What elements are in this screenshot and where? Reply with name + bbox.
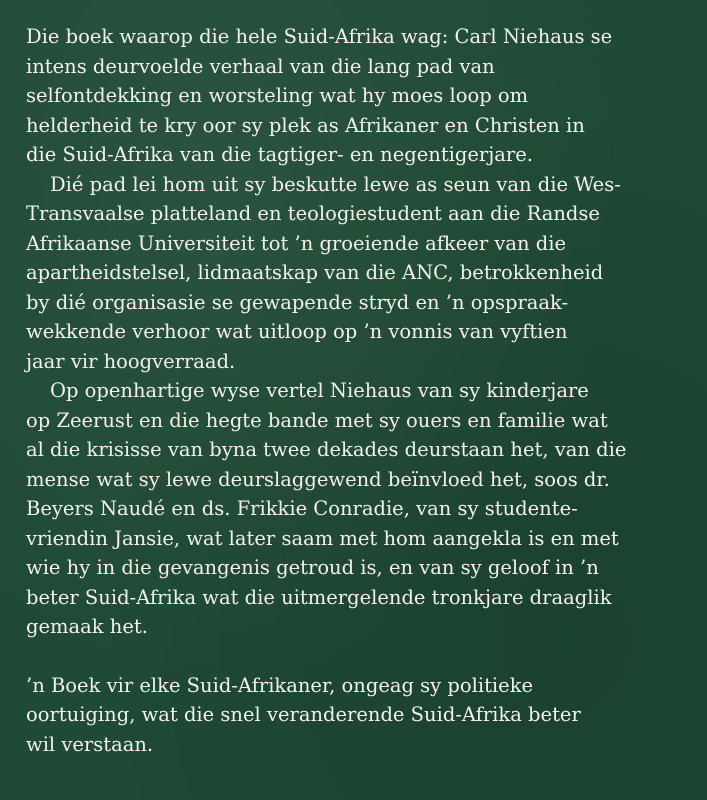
text-line: Afrikaanse Universiteit tot ’n groeiende afkeer van die (26, 231, 567, 255)
closing-paragraph (26, 671, 683, 760)
text-line: selfontdekking en worsteling wat hy moes loop om (26, 84, 529, 107)
text-line: Die boek waarop die hele Suid-Afrika wag: Carl Niehaus se (26, 25, 613, 48)
text-line: jaar vir hoogverraad. (26, 349, 236, 373)
blurb-paragraph-1 (26, 22, 683, 170)
text-line: gemaak het. (26, 615, 148, 638)
text-line: op Zeerust en die hegte bande met sy ouers en familie wat (26, 408, 608, 432)
text-line: apartheidstelsel, lidmaatskap van die ANC, betrokkenheid (26, 261, 604, 284)
text-line: beter Suid-Afrika wat die uitmergelende tronkjare draaglik (26, 585, 612, 609)
text-line: ’n Boek vir elke Suid-Afrikaner, ongeag sy politieke (26, 673, 534, 697)
text-line: Beyers Naudé en ds. Frikkie Conradie, van sy studente- (26, 497, 578, 520)
blurb-paragraph-2 (26, 170, 683, 377)
text-line: al die krisisse van byna twee dekades deurstaan het, van die (26, 438, 627, 461)
text-line: Dié pad lei hom uit sy beskutte lewe as seun van die Wes- (50, 172, 621, 196)
text-line: mense wat sy lewe deurslaggewend beïnvloed het, soos dr. (26, 467, 610, 491)
text-line: vriendin Jansie, wat later saam met hom aangekla is en met (26, 526, 619, 550)
text-line: wie hy in die gevangenis getroud is, en van sy geloof in ’n (26, 556, 599, 579)
blurb-paragraph-3 (26, 376, 683, 642)
text-line: intens deurvoelde verhaal van die lang pad van (26, 54, 495, 78)
text-line: die Suid-Afrika van die tagtiger- en negentigerjare. (26, 143, 533, 166)
text-line: by dié organisasie se gewapende stryd en ’n opspraak- (26, 290, 569, 314)
text-line: oortuiging, wat die snel veranderende Suid-Afrika beter (26, 703, 581, 726)
text-line: Transvaalse platteland en teologiestudent aan die Randse (26, 202, 600, 225)
text-line: Op openhartige wyse vertel Niehaus van sy kinderjare (50, 379, 589, 402)
text-line: helderheid te kry oor sy plek as Afrikaner en Christen in (26, 113, 585, 137)
text-line: wekkende verhoor wat uitloop op ’n vonnis van vyftien (26, 320, 568, 343)
text-line: wil verstaan. (26, 732, 154, 756)
